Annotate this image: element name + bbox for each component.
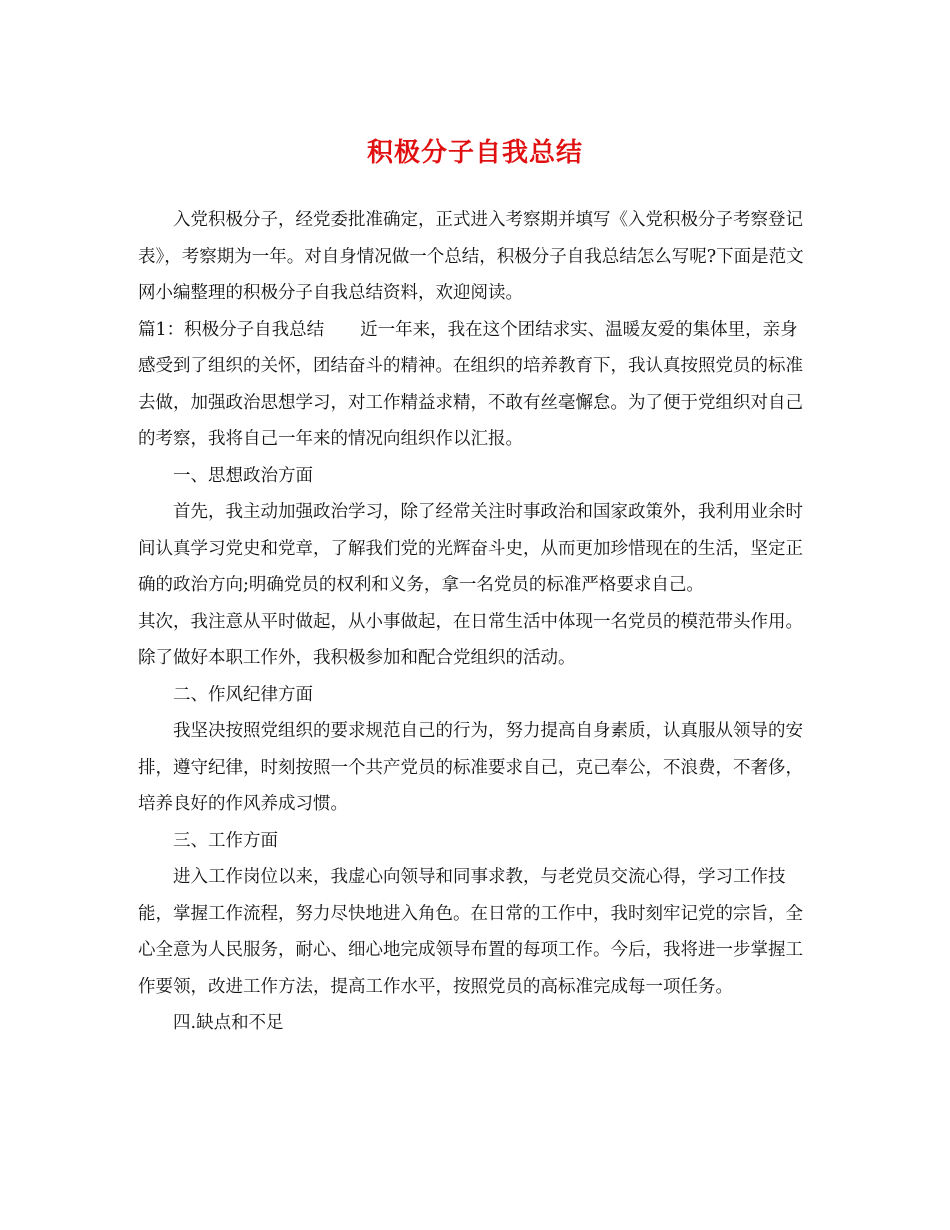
document-body [138,202,814,1042]
article-opening: 近一年来，我在这个团结求实、温暖友爱的集体里，亲身感受到了组织的关怀，团结奋斗的精神。在组织的培养教育下，我认真按照党员的标准去做，加强政治思想学习，对工作精益求精，不敢有丝毫懈怠。为了便于党组织对自己的考察，我将自己一年来的情况向组织作以汇报。 [138,319,803,449]
document-title: 积极分子自我总结 [366,138,583,168]
intro-paragraph: 入党积极分子，经党委批准确定，正式进入考察期并填写《入党积极分子考察登记表》，考察期为一年。对自身情况做一个总结，积极分子自我总结怎么写呢?下面是范文网小编整理的积极分子自我总结资料，欢迎阅读。 [138,210,804,303]
article-label: 篇1：积极分子自我总结 [138,319,325,340]
section-paragraph-work-1: 进入工作岗位以来，我虚心向领导和同事求教，与老党员交流心得，学习工作技能，掌握工作流程，努力尽快地进入角色。在日常的工作中，我时刻牢记党的宗旨，全心全意为人民服务，耐心、细心地完成领导布置的每项工作。今后，我将进一步掌握工作要领，改进工作方法，提高工作水平，按照党员的高标准完成每一项任务。 [138,867,803,997]
section-paragraph-politics-2: 其次，我注意从平时做起，从小事做起，在日常生活中体现一名党员的模范带头作用。除了做好本职工作外，我积极参加和配合党组织的活动。 [138,611,803,668]
section-heading-politics: 一、思想政治方面 [173,465,313,486]
section-paragraph-discipline-1: 我坚决按照党组织的要求规范自己的行为，努力提高自身素质，认真服从领导的安排，遵守纪律，时刻按照一个共产党员的标准要求自己，克己奉公，不浪费，不奢侈，培养良好的作风养成习惯。 [138,721,803,814]
section-paragraph-politics-1: 首先，我主动加强政治学习，除了经常关注时事政治和国家政策外，我利用业余时间认真学习党史和党章，了解我们党的光辉奋斗史，从而更加珍惜现在的生活，坚定正确的政治方向;明确党员的权利和义务，拿一名党员的标准严格要求自己。 [138,502,803,595]
section-heading-work: 三、工作方面 [173,830,278,851]
section-heading-discipline: 二、作风纪律方面 [173,684,313,705]
section-heading-shortcomings: 四.缺点和不足 [173,1013,284,1033]
article-paragraph [138,312,814,458]
